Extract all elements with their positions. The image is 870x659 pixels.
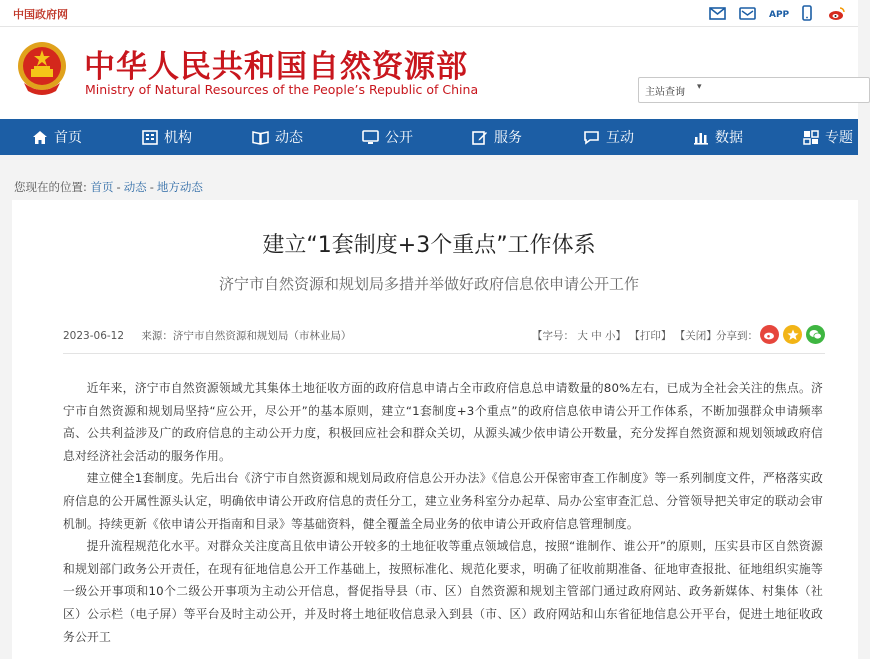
qzone-share-icon[interactable]: [783, 325, 802, 344]
breadcrumb-item-news[interactable]: 动态: [123, 180, 147, 194]
wechat-share-icon[interactable]: [806, 325, 825, 344]
breadcrumb-item-home[interactable]: 首页: [90, 180, 114, 194]
print-link[interactable]: 【打印】: [629, 330, 672, 342]
article-tools: [532, 328, 717, 343]
svg-text:APP: APP: [769, 10, 790, 20]
chat-icon: [583, 130, 600, 145]
site-title-en: Ministry of Natural Resources of the People’s Republic of China: [85, 82, 479, 97]
gov-portal-link[interactable]: 中国政府网: [13, 8, 68, 21]
nav-label: 公开: [385, 130, 413, 146]
mail-icon[interactable]: [706, 4, 728, 22]
chart-icon: [693, 130, 709, 145]
breadcrumb-separator: -: [116, 180, 121, 194]
nav-label: 服务: [494, 130, 522, 146]
font-size-large[interactable]: 大: [577, 330, 588, 342]
book-icon: [252, 130, 269, 145]
main-nav: [0, 119, 858, 155]
weibo-share-icon[interactable]: [760, 325, 779, 344]
edit-icon: [472, 130, 488, 145]
site-header: [0, 27, 858, 119]
font-size-close: 】: [615, 330, 627, 342]
top-bar: [0, 0, 858, 27]
nav-label: 互动: [606, 130, 634, 146]
article-paragraph: 提升流程规范化水平。对群众关注度高且依申请公开较多的土地征收等重点领域信息，按照“谁制作、谁公开”的原则，压实县市区自然资源和规划部门政务公开责任，在现有征地信息公开工作基础上，按照标准化、规范化要求，明确了征收前期准备、征地审查报批、征地组织实施等一级公开事项和10个二级公开事项为主动公开信息，督促指导县（市、区）自然资源和规划主管部门通过政府网站、政务新媒体、村集体（社区）公示栏（电子屏）等平台及时主动公开，并及时将土地征收信息录入到县（市、区）政府网站和山东省征地信息公开平台，促进土地征收政务公开工: [63, 539, 823, 644]
article-date: 2023-06-12: [63, 330, 125, 342]
site-title: 中华人民共和国自然资源部: [84, 49, 468, 85]
search-scope-select[interactable]: 主站查询: [645, 87, 685, 98]
nav-label: 机构: [164, 130, 192, 146]
app-icon[interactable]: [766, 4, 788, 22]
top-icons: [706, 4, 848, 22]
breadcrumb: [14, 179, 203, 195]
nav-item-news[interactable]: [252, 119, 303, 155]
nav-item-topic[interactable]: [803, 119, 853, 155]
org-icon: [142, 130, 158, 145]
article-source: 来源：济宁市自然资源和规划局（市林业局）: [141, 330, 352, 342]
font-size-label: 【字号：: [532, 330, 574, 342]
font-size-medium[interactable]: 中: [591, 330, 602, 342]
article-title: 建立“1套制度+3个重点”工作体系: [262, 233, 596, 258]
font-size-small[interactable]: 小: [605, 330, 616, 342]
nav-item-interact[interactable]: [583, 119, 634, 155]
home-icon: [32, 130, 48, 145]
nav-item-service[interactable]: [472, 119, 522, 155]
monitor-icon: [362, 130, 379, 145]
breadcrumb-separator: -: [149, 180, 154, 194]
article-body: [63, 377, 823, 648]
breadcrumb-prefix: 您现在的位置:: [14, 180, 87, 194]
share-label: 分享到：: [716, 330, 758, 342]
article-subtitle: 济宁市自然资源和规划局多措并举做好政府信息依申请公开工作: [218, 275, 639, 293]
search-box[interactable]: [638, 77, 870, 103]
breadcrumb-item-local[interactable]: 地方动态: [156, 180, 203, 194]
nav-item-org[interactable]: [142, 119, 192, 155]
nav-item-data[interactable]: [693, 119, 743, 155]
nav-label: 数据: [715, 130, 743, 146]
article-meta: [63, 328, 351, 343]
national-emblem-icon: [14, 39, 70, 99]
meta-divider: [63, 353, 825, 354]
nav-item-home[interactable]: [32, 119, 82, 155]
nav-label: 专题: [825, 130, 853, 146]
mobile-icon[interactable]: [796, 4, 818, 22]
nav-label: 首页: [54, 130, 82, 146]
article-paragraph: 近年来，济宁市自然资源领域尤其集体土地征收方面的政府信息申请占全市政府信息总申请数量的80%左右，已成为全社会关注的焦点。济宁市自然资源和规划局坚持“应公开，尽公开”的基本原则，建立“1套制度+3个重点”的政府信息依申请公开工作体系，不断加强群众申请频率高、公共利益涉及广的政府信息的主动公开力度，积极回应社会和群众关切，从源头减少依申请公开数量，充分发挥自然资源和规划领域政府信息对经济社会活动的服务作用。: [63, 381, 823, 463]
article-paragraph: 建立健全1套制度。先后出台《济宁市自然资源和规划局政府信息公开办法》《信息公开保密审查工作制度》等一系列制度文件，严格落实政府信息的公开属性源头认定，明确依申请公开政府信息的责任分工，建立业务科室分办起草、局办公室审查汇总、分管领导把关审定的联动会审机制。持续更新《依申请公开指南和目录》等基础资料，健全覆盖全局业务的依申请公开政府信息管理制度。: [63, 471, 823, 531]
nav-item-public[interactable]: [362, 119, 413, 155]
message-icon[interactable]: [736, 4, 758, 22]
share-icons: [760, 325, 825, 344]
nav-label: 动态: [275, 130, 303, 146]
topic-icon: [803, 130, 819, 145]
close-link[interactable]: 【关闭】: [674, 330, 717, 342]
weibo-icon[interactable]: [826, 4, 848, 22]
chevron-down-icon[interactable]: ▾: [697, 82, 702, 92]
